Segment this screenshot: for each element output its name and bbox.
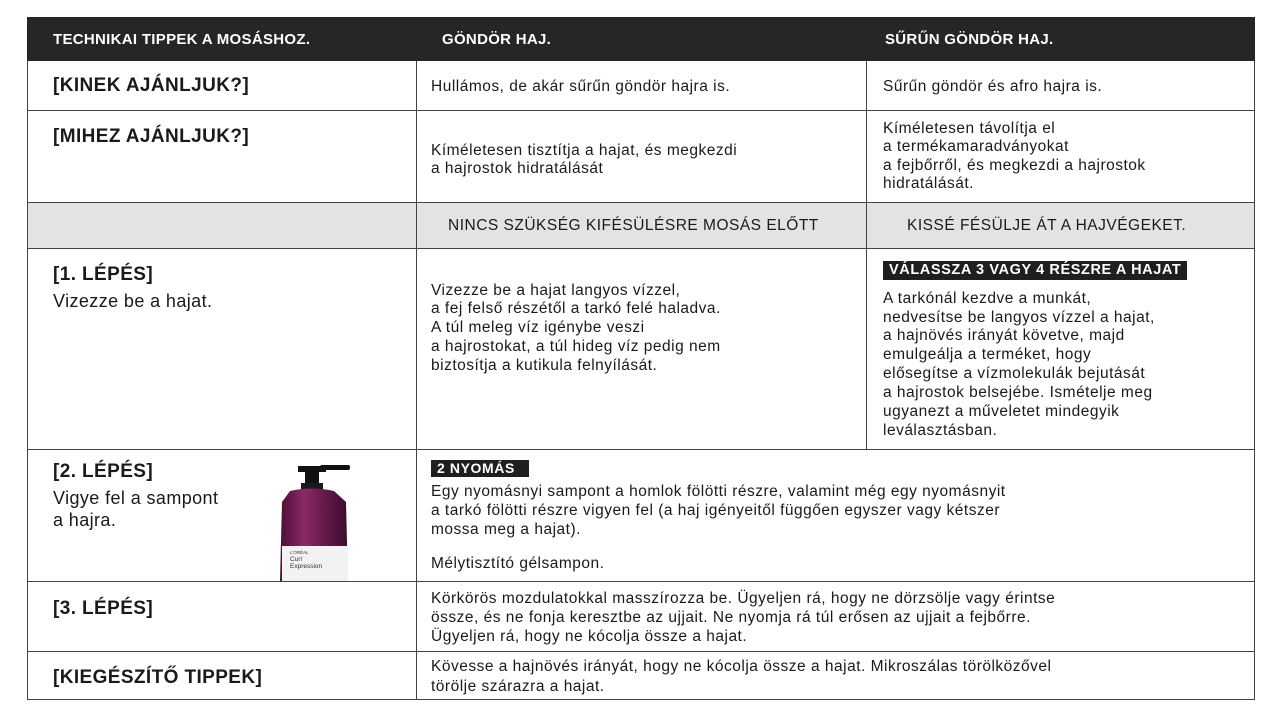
mihez-col3-line: Kíméletesen távolítja el	[883, 120, 1056, 137]
row-label-step3: [3. LÉPÉS]	[53, 598, 154, 619]
step1-subtitle: Vizezze be a hajat.	[53, 291, 213, 311]
step3-line: Körkörös mozdulatokkal masszírozza be. Ügyeljen rá, hogy ne dörzsölje vagy érintse	[431, 590, 1056, 607]
tips-line: törölje szárazra a hajat.	[431, 678, 605, 695]
row-label-tips: [KIEGÉSZÍTŐ TIPPEK]	[53, 667, 263, 688]
header-col1: TECHNIKAI TIPPEK A MOSÁSHOZ.	[53, 31, 311, 48]
mihez-col2-line: a hajrostok hidratálását	[431, 160, 604, 177]
step3-line: Ügyeljen rá, hogy ne kócolja össze a hajat.	[431, 628, 748, 645]
mihez-col3-line: hidratálását.	[883, 175, 974, 192]
step1-col3-line: leválasztásban.	[883, 422, 998, 439]
tips-line: Kövesse a hajnövés irányát, hogy ne kócolja össze a hajat. Mikroszálas törölközővel	[431, 658, 1052, 675]
step1-col2-line: a hajrostokat, a túl hideg víz pedig nem	[431, 338, 721, 355]
kinek-col2: Hullámos, de akár sűrűn göndör hajra is.	[431, 78, 731, 95]
step1-badge: VÁLASSZA 3 VAGY 4 RÉSZRE A HAJAT	[883, 261, 1187, 280]
step2-line: mossa meg a hajat).	[431, 521, 581, 538]
mihez-col2-line: Kíméletesen tisztítja a hajat, és megkezdi	[431, 142, 738, 159]
step1-col2-line: a fej felső részétől a tarkó felé haladva.	[431, 300, 721, 317]
step1-col3-line: ugyanezt a műveletet mindegyik	[883, 403, 1120, 420]
step1-col3-line: a hajrostok belsejébe. Ismételje meg	[883, 384, 1153, 401]
row-label-mihez: [MIHEZ AJÁNLJUK?]	[53, 126, 250, 147]
row-label-step1: [1. LÉPÉS]	[53, 264, 154, 285]
step1-col3-line: a hajnövés irányát követve, majd	[883, 327, 1125, 344]
shampoo-bottle-image	[276, 462, 352, 582]
row-label-step2: [2. LÉPÉS]	[53, 461, 154, 482]
step1-col3-line: emulgeálja a terméket, hogy	[883, 346, 1092, 363]
step1-col2-line: Vizezze be a hajat langyos vízzel,	[431, 282, 681, 299]
step1-col3-line: nedvesítse be langyos vízzel a hajat,	[883, 309, 1155, 326]
bottle-line2: Expression	[290, 563, 323, 570]
step1-col2-line: biztosítja a kutikula felnyílását.	[431, 357, 658, 374]
row-label-kinek: [KINEK AJÁNLJUK?]	[53, 75, 250, 96]
step2-line: a tarkó fölötti részre vigyen fel (a haj igényeitől függően egyszer vagy kétszer	[431, 502, 1000, 519]
step1-col3-line: elősegítse a vízmolekulák bejutását	[883, 365, 1146, 382]
mihez-col3-line: a fejbőrről, és megkezdi a hajrostok	[883, 157, 1146, 174]
comb-col3: KISSÉ FÉSÜLJE ÁT A HAJVÉGEKET.	[907, 217, 1187, 234]
header-col3: SŰRŰN GÖNDÖR HAJ.	[885, 31, 1054, 48]
step2-line: Mélytisztító gélsampon.	[431, 555, 605, 572]
bottle-brand: L'ORÉAL	[290, 550, 309, 555]
header-col2: GÖNDÖR HAJ.	[442, 31, 552, 48]
step2-subtitle: a hajra.	[53, 510, 117, 530]
comb-col2: NINCS SZÜKSÉG KIFÉSÜLÉSRE MOSÁS ELŐTT	[448, 217, 819, 234]
step1-col3-line: A tarkónál kezdve a munkát,	[883, 290, 1092, 307]
step1-col2-line: A túl meleg víz igénybe veszi	[431, 319, 645, 336]
step3-line: össze, és ne fonja keresztbe az ujjait. Ne nyomja rá túl erősen az ujjait a fejbőrre.	[431, 609, 1031, 626]
table-header	[27, 17, 1255, 61]
kinek-col3: Sűrűn göndör és afro hajra is.	[883, 78, 1103, 95]
step2-subtitle: Vigye fel a sampont	[53, 488, 219, 508]
mihez-col3-line: a termékamaradványokat	[883, 138, 1069, 155]
step2-badge: 2 NYOMÁS	[431, 460, 529, 477]
bottle-line1: Curl	[290, 556, 302, 563]
step2-line: Egy nyomásnyi sampont a homlok fölötti részre, valamint még egy nyomásnyit	[431, 483, 1006, 500]
